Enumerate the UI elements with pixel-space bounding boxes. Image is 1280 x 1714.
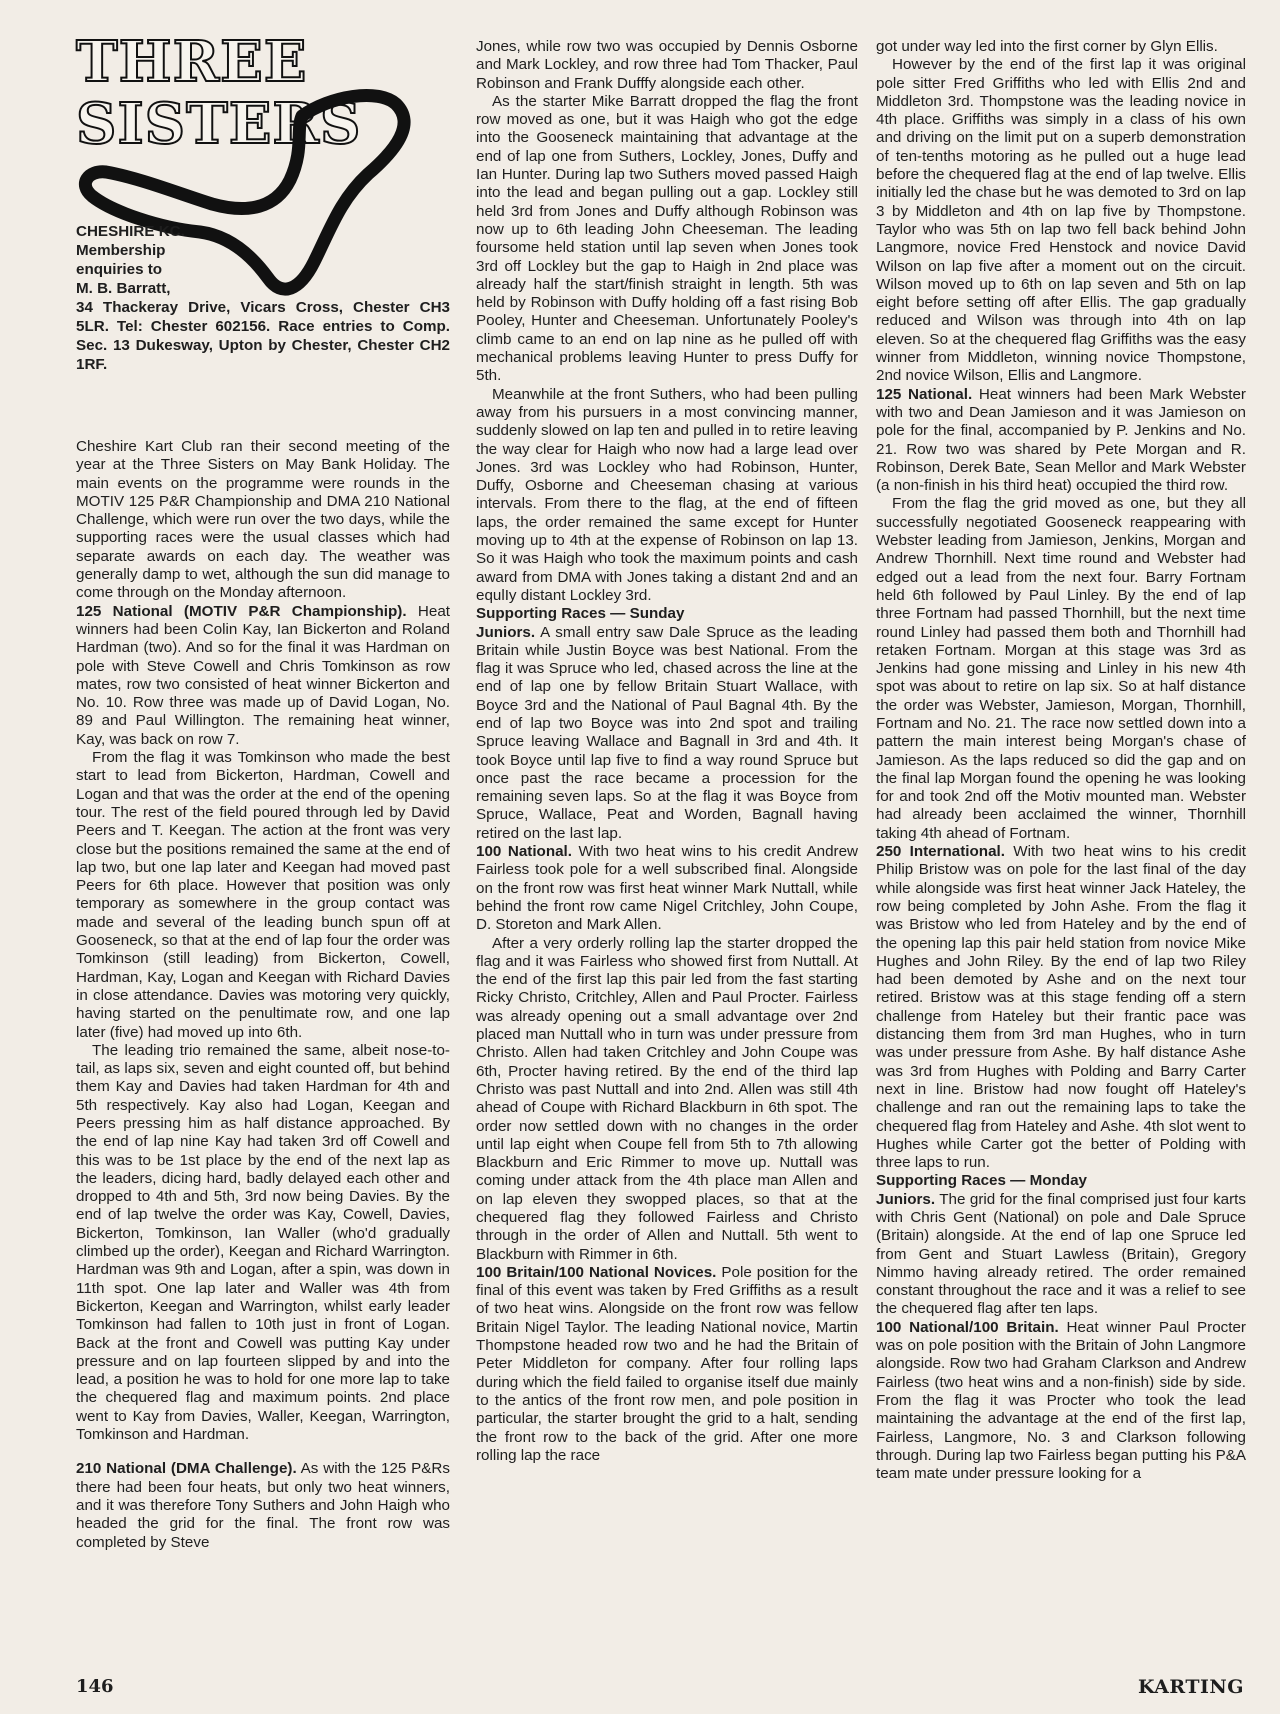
paragraph: 100 Britain/100 National Novices. Pole position for the final of this event was taken by Fred Griffiths as a result of two heat wins. Alongside on the front row was fellow Britain Nigel Taylor. The leading National novice, Martin Thompstone headed row two and he had the Britain of Peter Middleton for company. After four rolling laps during which the field failed to organise itself due mainly to the antics of the front row men, and pole position in particular, the starter brought the grid to a halt, sending the front row to the back of the grid. After one more rolling lap the race xyxy=(476,1263,858,1464)
paragraph: 125 National. Heat winners had been Mark Webster with two and Dean Jamieson and it was Jamieson on pole for the final, accompanied by P. Jenkins and No. 21. Row two was shared by Pete Morgan and R. Robinson, Derek Bate, Sean Mellor and Mark Webster (a non-finish in his third heat) occupied the third row. xyxy=(876,385,1246,495)
section-heading: 125 National (MOTIV P&R Championship). xyxy=(76,602,407,620)
column-1 xyxy=(76,438,450,1552)
paragraph: 125 National (MOTIV P&R Championship). Heat winners had been Colin Kay, Ian Bickerton and Roland Hardman (two). And so for the final it was Hardman on pole with Steve Cowell and Chris Tomkinson as row mates, row two consisted of heat winner Bickerton and No. 10. Row three was made up of David Logan, No. 89 and Paul Willington. The remaining heat winner, Kay, was back on row 7. xyxy=(76,602,450,748)
page-number: 146 xyxy=(76,1676,114,1697)
club-info xyxy=(76,222,450,374)
section-heading: Supporting Races — Sunday xyxy=(476,605,685,623)
paragraph: Jones, while row two was occupied by Dennis Osborne and Mark Lockley, and row three had Tom Thacker, Paul Robinson and Frank Dufffy alongside each other. xyxy=(476,38,858,92)
section-subheading: Juniors. xyxy=(876,1190,936,1208)
section-heading: 100 Britain/100 National Novices. xyxy=(476,1263,717,1281)
magazine-name: KARTING xyxy=(1137,1676,1244,1698)
paragraph: From the flag it was Tomkinson who made the best start to lead from Bickerton, Hardman, Cowell and Logan and that was the order at the end of the opening tour. The rest of the field poured through led by David Peers and T. Keegan. The action at the front was very close but the positions remained the same at the end of lap two, but one lap later and Keegan had moved past Peers for 6th place. However that position was only temporary as somewhere in the group contact was made and several of the leading bunch spun off at Gooseneck, so that at the end of lap four the order was Tomkinson (still leading) from Bickerton, Cowell, Hardman, Kay, Logan and Keegan with Richard Davies in close attendance. Davies was motoring very quickly, having started on the penultimate row, and one lap later (five) had moved up into 6th. xyxy=(76,749,450,1041)
paragraph: From the flag the grid moved as one, but they all successfully negotiated Gooseneck reappearing with Webster leading from Jamieson, Jenkins, Morgan and Andrew Thornhill. Next time round and Webster had edged out a lead from the next four. Barry Fortnam held 6th followed by Paul Linley. By the end of lap three Fortnam had passed Thornhill, but the next time round Linley had passed them both and Thornhill had retaken Fortnam. Morgan at this stage was 3rd as Jenkins had gone missing and Linley in his new 4th spot was about to retire on lap six. So at half distance the order was Webster, Jamieson, Morgan, Thornhill, Fortnam and No. 21. The race now settled down into a pattern the main interest being Morgan's chase of Jamieson. As the laps reduced so did the gap and on the final lap Morgan found the opening he was looking for and took 2nd off the Motiv mounted man. Webster had already been acclaimed the winner, Thornhill taking 4th ahead of Fortnam. xyxy=(876,495,1246,842)
paragraph: Juniors. The grid for the final comprised just four karts with Chris Gent (National) on pole and Dale Spruce (Britain) alongside. At the end of lap one Spruce led from Gent and Stuart Lawless (Britain), Gregory Nimmo having already retired. The order remained constant throughout the race and it was a relief to see the chequered flag after ten laps. xyxy=(876,1190,1246,1318)
section-subheading: Juniors. xyxy=(476,623,536,641)
section-heading: Supporting Races — Monday xyxy=(876,1172,1087,1190)
paragraph: The leading trio remained the same, albeit nose-to-tail, as laps six, seven and eight counted off, but behind them Kay and Davies had taken Hardman for 4th and 5th respectively. Kay also had Logan, Keegan and Peers pressing him as half distance approached. By the end of lap nine Kay had taken 3rd off Cowell and this was to be 1st place by the end of the next lap as the leaders, dicing hard, badly delayed each other and dropped to 4th and 5th, 3rd now being Davies. By the end of lap twelve the order was Kay, Cowell, Davies, Bickerton, Tomkinson, Ian Waller (who'd gradually climbed up the order), Keegan and Richard Warrington. Hardman was 9th and Logan, after a spin, was down in 11th spot. One lap later and Waller was 4th from Bickerton, Keegan and Warrington, whilst early leader Tomkinson had fallen to 10th just in front of Logan. Back at the front and Cowell was putting Kay under pressure and on lap fourteen slipped by and into the lead, a position he was to hold for one more lap to take the chequered flag and maximum points. 2nd place went to Kay from Davies, Waller, Keegan, Warrington, Tomkinson and Hardman. xyxy=(76,1041,450,1444)
title-line-1: THREE xyxy=(76,29,308,95)
paragraph: 250 International. With two heat wins to his credit Philip Bristow was on pole for the last final of the day while alongside was first heat winner Jack Hateley, the row being completed by John Ashe. From the flag it was Bristow who led from Hateley and by the end of the opening lap this pair held station from novice Mike Hughes and John Riley. By the end of lap two Riley had been demoted by Ashe and on the next tour retired. Bristow was at this stage fending off a stern challenge from Hateley but their frantic pace was distancing them from 3rd man Hughes, who in turn was under pressure from Ashe. By half distance Ashe was 3rd from Hughes with Polding and Barry Carter next in line. Bristow had now fought off Hateley's challenge and ran out the remaining laps to take the chequered flag from Hateley and Ashe. 4th slot went to Hughes while Carter got the better of Polding with three laps to run. xyxy=(876,843,1246,1172)
paragraph: got under way led into the first corner by Glyn Ellis. xyxy=(876,38,1218,55)
paragraph: 100 National. With two heat wins to his credit Andrew Fairless took pole for a well subscribed final. Alongside on the front row was first heat winner Mark Nuttall, while behind the front row came Nigel Critchley, John Coupe, D. Storeton and Mark Allen. xyxy=(476,843,858,934)
section-heading: 125 National. xyxy=(876,385,973,403)
club-address: 34 Thackeray Drive, Vicars Cross, Chester CH3 5LR. Tel: Chester 602156. Race entries to Comp. Sec. 13 Dukesway, Upton by Chester, Chester CH2 1RF. xyxy=(76,299,450,373)
paragraph: 100 National/100 Britain. Heat winner Paul Procter was on pole position with the Britain of John Langmore alongside. Row two had Graham Clarkson and Andrew Fairless (two heat wins and a non-finish) side by side. From the flag it was Procter who took the lead maintaining the advantage at the end of the first lap, Fairless, Langmore, No. 3 and Clarkson following through. During lap two Fairless began putting his P&A team mate under pressure looking for a xyxy=(876,1318,1246,1483)
club-name: CHESHIRE KC. xyxy=(76,223,185,240)
section-heading: 100 National/100 Britain. xyxy=(876,1318,1059,1336)
column-2 xyxy=(476,38,858,1465)
club-membership: Membership xyxy=(76,242,166,259)
column-3 xyxy=(876,38,1246,1483)
paragraph: Juniors. A small entry saw Dale Spruce as the leading Britain while Justin Boyce was best National. From the flag it was Spruce who led, chased across the line at the end of lap one by fellow Britain Stuart Wallace, with Boyce 3rd and the National of Paul Bagnal 4th. By the end of lap two Boyce was into 2nd spot and trailing Spruce leaving Wallace and Bagnall in 3rd and 4th. It took Boyce until lap five to find a way round Spruce but once past the race became a procession for the remaining seven laps. So at the flag it was Boyce from Spruce, Wallace, Peat and Worden, Bagnall having retired on the last lap. xyxy=(476,623,858,842)
paragraph: After a very orderly rolling lap the starter dropped the flag and it was Fairless who showed first from Nuttall. At the end of the first lap this pair led from the fast starting Ricky Christo, Critchley, Allen and Paul Procter. Fairless was already opening out a small advantage over 2nd placed man Nuttall who in turn was under pressure from Christo. Allen had taken Critchley and John Coupe was 6th, Procter having retired. By the end of the third lap Christo was past Nuttall and into 2nd. Allen was still 4th ahead of Coupe with Richard Blackburn in 6th spot. The order now settled down with no changes in the order until lap eight when Coupe fell from 5th to 7th allowing Blackburn and Eric Rimmer to move up. Nuttall was coming under attack from the 4th place man Allen and on lap eleven they swopped places, so that at the chequered flag they followed Fairless and Christo through in the order of Allen and Nuttall. 5th went to Blackburn with Rimmer in 6th. xyxy=(476,934,858,1263)
title-line-2: SISTERS xyxy=(76,91,362,157)
club-contact: M. B. Barratt, xyxy=(76,280,171,297)
paragraph: Cheshire Kart Club ran their second meeting of the year at the Three Sisters on May Bank Holiday. The main events on the programme were rounds in the MOTIV 125 P&R Championship and DMA 210 National Challenge, which were run over the two days, while the supporting races were the usual classes which had separate awards on each day. The weather was generally damp to wet, although the sun did manage to come through on the Monday afternoon. xyxy=(76,438,450,602)
section-heading: 250 International. xyxy=(876,843,1005,861)
section-heading: 210 National (DMA Challenge). xyxy=(76,1460,297,1478)
paragraph: 210 National (DMA Challenge). As with the 125 P&Rs there had been four heats, but only two heat winners, and it was therefore Tony Suthers and John Haigh who headed the grid for the final. The front row was completed by Steve xyxy=(76,1460,450,1551)
section-heading: 100 National. xyxy=(476,843,572,861)
paragraph: As the starter Mike Barratt dropped the flag the front row moved as one, but it was Haigh who got the edge into the Gooseneck maintaining that advantage at the end of lap one from Suthers, Lockley, Jones, Duffy and Ian Hunter. During lap two Suthers moved passed Haigh into the lead and began pulling out a gap. Lockley still held 3rd from Jones and Duffy although Robinson was now up to 6th leading John Cheeseman. The leading foursome held station until lap seven when Jones took 3rd off Lockley but the gap to Haigh in 2nd place was already half the start/finish straight in length. 5th was held by Robinson with Duffy holding off a fast rising Bob Pooley, Hunter and Cheeseman. Unfortunately Pooley's climb came to an end on lap nine as he pulled off with mechanical problems leaving Hunter to press Duffy for 5th. xyxy=(476,92,858,385)
paragraph: However by the end of the first lap it was original pole sitter Fred Griffiths who led with Ellis 2nd and Middleton 3rd. Thompstone was the leading novice in 4th place. Griffiths was simply in a class of his own and driving on the limit put on a superb demonstration of ten-tenths motoring as he pulled out a huge lead before the chequered flag at the end of lap twelve. Ellis initially led the chase but he was demoted to 3rd on lap 3 by Middleton and 4th on lap five by Thompstone. Taylor who was 5th on lap two fell back behind John Langmore, novice Fred Henstock and novice David Wilson on lap five after a moment out on the circuit. Wilson moved up to 6th on lap seven and 5th on lap eight before setting off after Ellis. The gap gradually reduced and Wilson was through into 4th on lap eleven. So at the chequered flag Griffiths was the easy winner from Middleton, winning novice Thompstone, 2nd novice Wilson, Ellis and Langmore. xyxy=(876,56,1246,385)
club-enquiries: enquiries to xyxy=(76,261,163,278)
paragraph: Meanwhile at the front Suthers, who had been pulling away from his pursuers in a most convincing manner, suddenly slowed on lap ten and pulled in to retire leaving the way clear for Haigh who now had a large lead over Jones. 3rd was Lockley who had Robinson, Hunter, Duffy, Osborne and Cheeseman chasing at various intervals. From there to the flag, at the end of fifteen laps, the order remained the same except for Hunter moving up to 4th at the expense of Robinson on lap 13. So it was Haigh who took the maximum points and cash award from DMA with Jones taking a distant 2nd and an equlIy distant Lockley 3rd. xyxy=(476,385,858,604)
